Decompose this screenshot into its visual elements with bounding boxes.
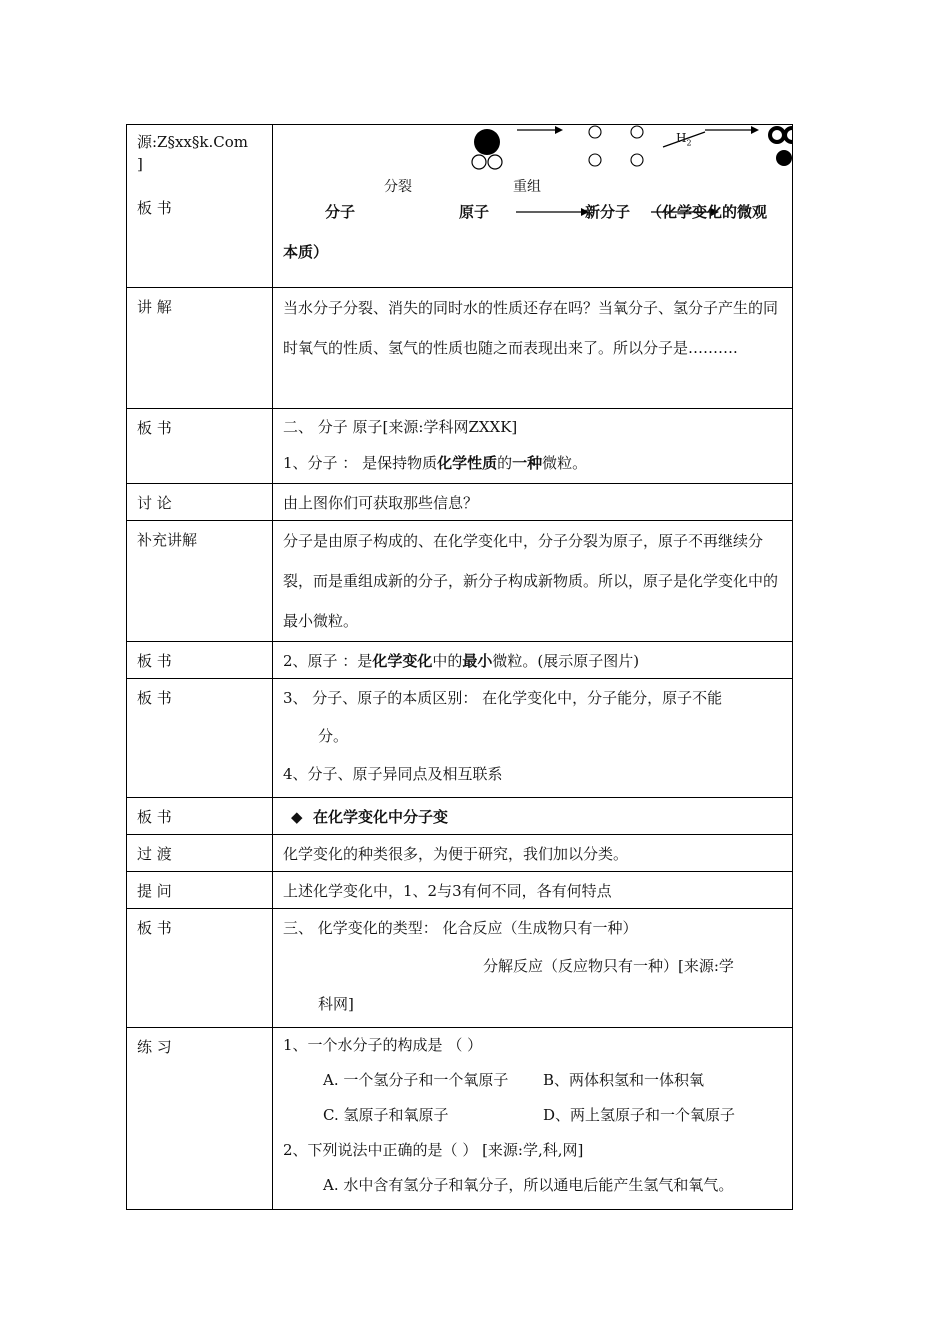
table-row	[127, 909, 793, 1028]
table-row	[127, 409, 793, 484]
question: 1、一个水分子的构成是 （ ）	[283, 1036, 483, 1054]
emphasis: 一种	[512, 454, 543, 472]
term-atom: 原子	[459, 203, 490, 221]
row-label-cell	[127, 125, 273, 288]
row-content-cell	[273, 909, 793, 1028]
row-label: 讲 解	[137, 298, 172, 316]
atom	[589, 154, 601, 166]
row-content-cell	[273, 125, 793, 288]
emphasis: 化学变化	[372, 652, 433, 670]
source-note: 源:Z§xx§k.Com	[137, 133, 248, 151]
row-content-cell	[273, 835, 793, 872]
question-text: 上述化学变化中，1、2与3有何不同，各有何特点	[283, 882, 612, 900]
option: A. 水中含有氢分子和氧分子，所以通电后能产生氢气和氧气。	[323, 1176, 734, 1194]
atom	[631, 154, 643, 166]
row-content-cell	[273, 798, 793, 835]
board-line: 二、 分子 原子[来源:学科网ZXXK]	[283, 418, 518, 436]
diagram-note-cont: 本质）	[283, 243, 329, 261]
row-label	[127, 125, 272, 219]
row-label-cell	[127, 872, 273, 909]
row-label: 板 书	[137, 808, 172, 826]
row-label: 讨 论	[137, 494, 172, 512]
explanation-text: 当水分子分裂、消失的同时水的性质还存在吗？当氧分子、氢分子产生的同时氧气的性质、氢气的性质也随之而表现出来了。所以分子是……….	[283, 299, 779, 357]
row-label-cell	[127, 679, 273, 798]
arrow-head	[751, 126, 759, 134]
emphasis: 化学性质	[437, 454, 498, 472]
row-label: 板 书	[137, 419, 172, 437]
board-line: 分。	[318, 727, 349, 745]
row-content-cell	[273, 484, 793, 521]
row-label: 补充讲解	[137, 531, 198, 549]
board-text: ◆ 在化学变化中分子变	[291, 808, 449, 826]
row-label-cell	[127, 484, 273, 521]
row-label-text: 板 书	[137, 199, 172, 217]
hydrogen-atom	[488, 155, 502, 169]
row-content-cell	[273, 288, 793, 409]
board-text	[273, 679, 792, 797]
oxygen-atom	[776, 150, 792, 166]
lesson-table	[126, 124, 793, 1210]
board-line: 科网]	[318, 995, 354, 1013]
row-label-cell	[127, 642, 273, 679]
board-line: 三、 化学变化的类型： 化合反应（生成物只有一种）	[283, 919, 638, 937]
row-label-cell	[127, 835, 273, 872]
discussion-text: 由上图你们可获取那些信息？	[283, 494, 479, 512]
exercise-text	[273, 1028, 792, 1209]
row-content-cell	[273, 872, 793, 909]
board-line: 1、分子 ： 是保持物质化学性质的一种微粒。	[283, 454, 588, 472]
term-molecule: 分子	[325, 203, 356, 221]
table-row	[127, 798, 793, 835]
hydrogen-atom	[472, 155, 486, 169]
row-content-cell	[273, 409, 793, 484]
row-label: 练 习	[137, 1038, 172, 1056]
diagram-note: （化学变化的微观	[647, 203, 768, 221]
board-text: 2、原子 ：是化学变化中的最小微粒。(展示原子图片)	[283, 652, 640, 670]
row-label: 板 书	[137, 919, 172, 937]
table-row	[127, 125, 793, 288]
row-label-cell	[127, 909, 273, 1028]
row-label-cell	[127, 798, 273, 835]
table-row	[127, 679, 793, 798]
hydrogen-atom	[785, 128, 792, 142]
row-label: 板 书	[137, 652, 172, 670]
row-label-cell	[127, 1028, 273, 1210]
transition-text: 化学变化的种类很多，为便于研究，我们加以分类。	[283, 845, 629, 863]
board-line: 3、 分子、原子的本质区别： 在化学变化中，分子能分，原子不能	[283, 689, 723, 707]
board-text	[273, 909, 792, 1027]
row-label: 板 书	[137, 689, 172, 707]
row-content-cell	[273, 1028, 793, 1210]
board-line: 分解反应（反应物只有一种）[来源:学	[483, 957, 734, 975]
row-label-cell	[127, 409, 273, 484]
option: C. 氢原子和氧原子	[323, 1106, 449, 1124]
h2-label: $H_2$	[676, 131, 692, 148]
table-row	[127, 484, 793, 521]
hydrogen-atom	[770, 128, 784, 142]
arrow-head	[555, 126, 563, 134]
row-label: 过 渡	[137, 845, 172, 863]
emphasis: 最小	[462, 652, 493, 670]
table-row	[127, 521, 793, 642]
atom	[631, 126, 643, 138]
row-label-cell	[127, 288, 273, 409]
board-text	[273, 409, 792, 483]
term-new-molecule: 新分子	[585, 203, 631, 221]
row-content-cell	[273, 679, 793, 798]
table-row	[127, 835, 793, 872]
source-note-bracket: ]	[137, 155, 143, 173]
table-row	[127, 872, 793, 909]
option: D、两上氢原子和一个氧原子	[543, 1106, 736, 1124]
answer-options	[283, 1098, 784, 1133]
answer-options	[283, 1063, 784, 1098]
question: 2、下列说法中正确的是（ ） [来源:学,科,网]	[283, 1141, 584, 1159]
board-line: 4、分子、原子异同点及相互联系	[283, 765, 503, 783]
oxygen-atom	[474, 129, 500, 155]
step-split-label: 分裂	[384, 179, 412, 195]
table-row	[127, 288, 793, 409]
table-row	[127, 642, 793, 679]
row-label: 提 问	[137, 882, 172, 900]
option: A. 一个氢分子和一个氧原子	[323, 1071, 509, 1089]
atom	[589, 126, 601, 138]
row-label-cell	[127, 521, 273, 642]
step-recombine-label: 重组	[513, 179, 541, 195]
molecule-diagram	[273, 125, 792, 287]
table-row	[127, 1028, 793, 1210]
diamond-bullet-icon: ◆	[291, 808, 303, 826]
row-content-cell	[273, 642, 793, 679]
supplement-text: 分子是由原子构成的、在化学变化中，分子分裂为原子，原子不再继续分裂，而是重组成新的分子，新分子构成新物质。所以，原子是化学变化中的最小微粒。	[283, 532, 779, 630]
option: B、两体积氢和一体积氧	[543, 1071, 705, 1089]
row-content-cell	[273, 521, 793, 642]
